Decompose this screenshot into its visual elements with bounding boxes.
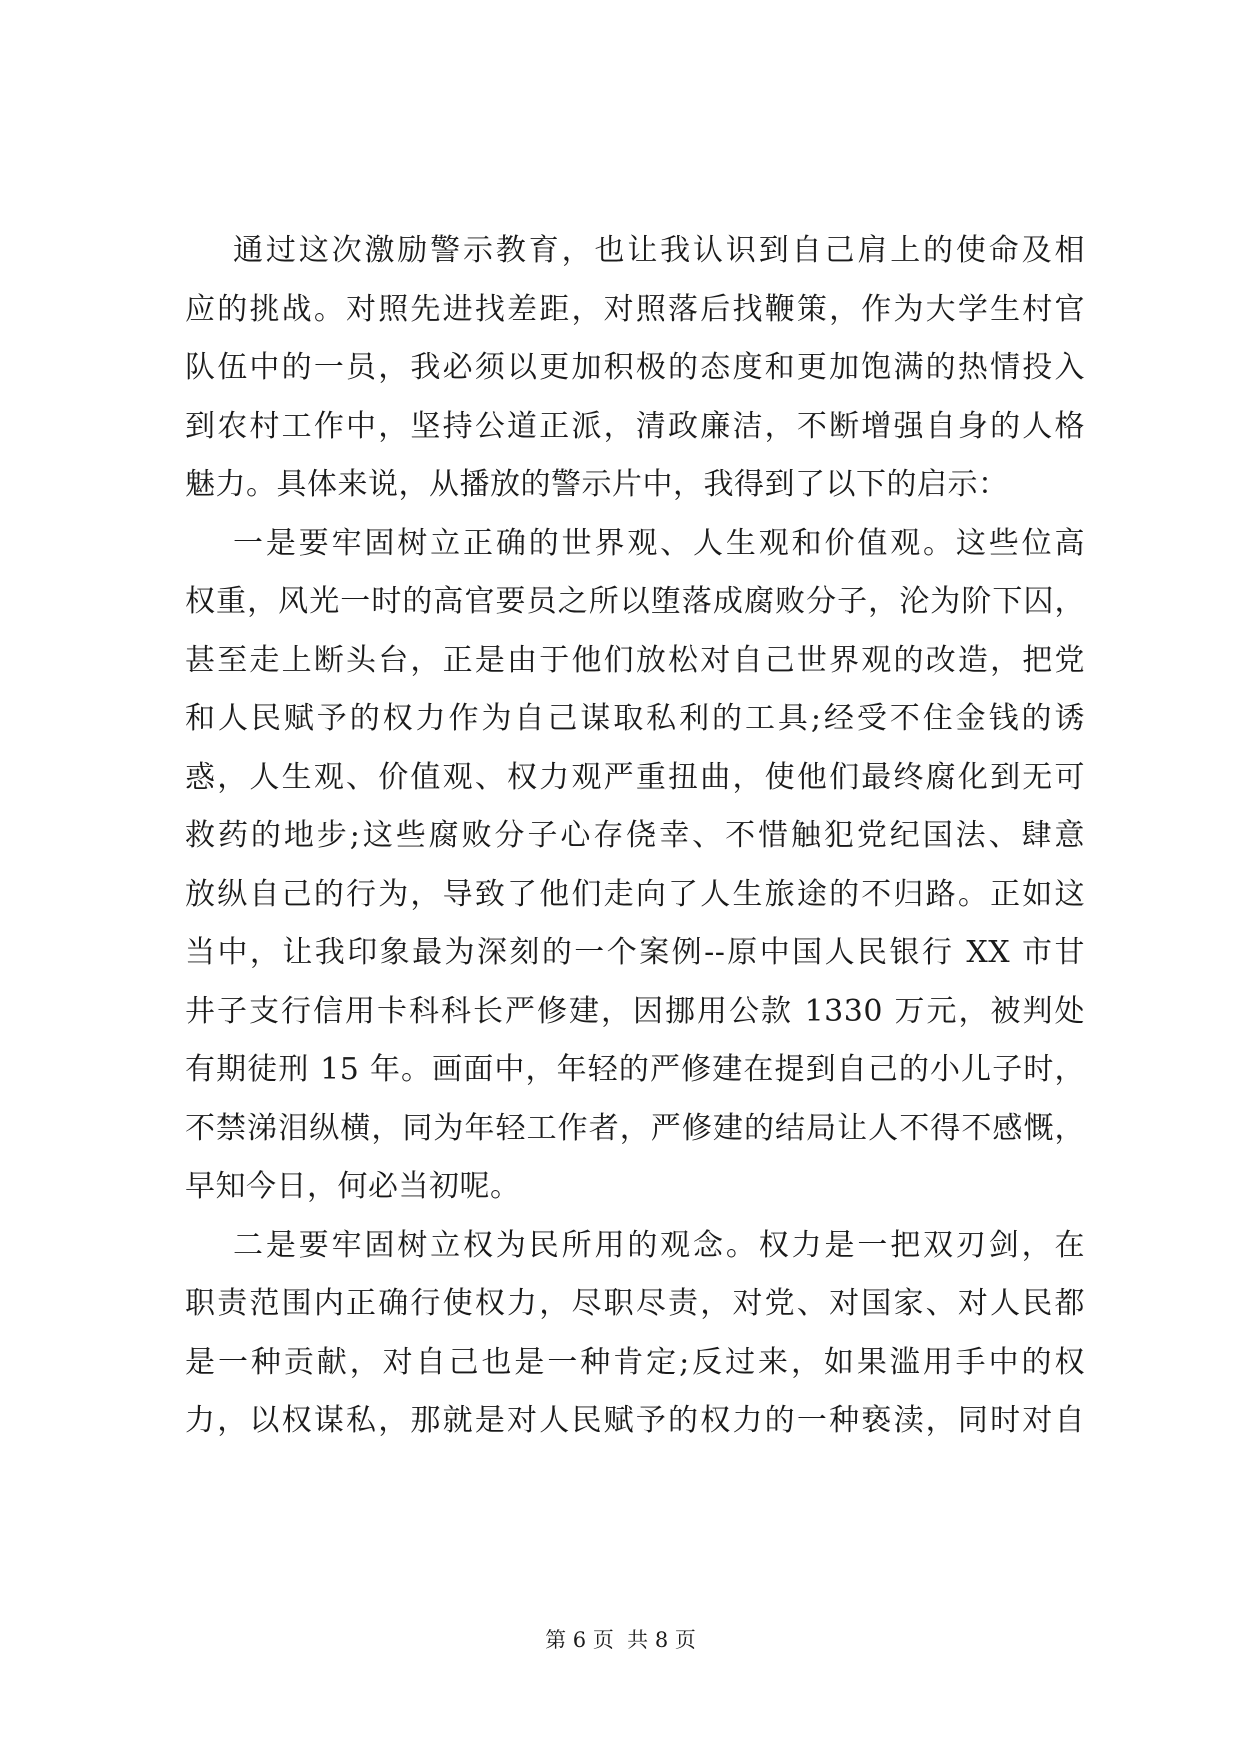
text-line: 魅力。具体来说，从播放的警示片中，我得到了以下的启示： [185,467,1009,502]
text-line: 和人民赋予的权力作为自己谋取私利的工具;经受不住金钱的诱 [185,701,1085,736]
text-line: 不禁涕泪纵横，同为年轻工作者，严修建的结局让人不得不感慨， [185,1110,1085,1146]
text-line: 有期徒刑 15 年。画面中，年轻的严修建在提到自己的小儿子时， [185,1052,1085,1087]
text-line: 职责范围内正确行使权力，尽职尽责，对党、对国家、对人民都 [185,1286,1085,1321]
text-line: 放纵自己的行为，导致了他们走向了人生旅途的不归路。正如这 [185,876,1085,912]
text-line: 是一种贡献，对自己也是一种肯定;反过来，如果滥用手中的权 [185,1344,1085,1380]
text-line: 早知今日，何必当初呢。 [185,1169,521,1204]
paragraph-3 [185,1217,1085,1451]
text-line: 通过这次激励警示教育，也让我认识到自己肩上的使命及相 [233,233,1085,268]
text-line: 惑，人生观、价值观、权力观严重扭曲，使他们最终腐化到无可 [185,759,1085,795]
text-line: 力，以权谋私，那就是对人民赋予的权力的一种亵渎，同时对自 [185,1403,1085,1438]
text-line: 当中，让我印象最为深刻的一个案例--原中国人民银行 XX 市甘 [185,935,1085,970]
text-line: 救药的地步;这些腐败分子心存侥幸、不惜触犯党纪国法、肆意 [185,818,1085,853]
text-line: 二是要牢固树立权为民所用的观念。权力是一把双刃剑，在 [233,1227,1085,1263]
text-line: 一是要牢固树立正确的世界观、人生观和价值观。这些位高 [233,525,1085,561]
text-line: 应的挑战。对照先进找差距，对照落后找鞭策，作为大学生村官 [185,291,1085,327]
text-line: 队伍中的一员，我必须以更加积极的态度和更加饱满的热情投入 [185,350,1085,385]
text-line: 权重，风光一时的高官要员之所以堕落成腐败分子，沦为阶下囚， [185,584,1085,619]
text-line: 井子支行信用卡科科长严修建，因挪用公款 1330 万元，被判处 [185,993,1085,1029]
paragraph-2 [185,515,1085,1217]
paragraph-1 [185,222,1085,515]
text-line: 到农村工作中，坚持公道正派，清政廉洁，不断增强自身的人格 [185,408,1085,444]
document-body [185,222,1085,1451]
text-line: 甚至走上断头台，正是由于他们放松对自己世界观的改造，把党 [185,642,1085,678]
page-number-footer: 第 6 页 共 8 页 [545,1628,696,1652]
